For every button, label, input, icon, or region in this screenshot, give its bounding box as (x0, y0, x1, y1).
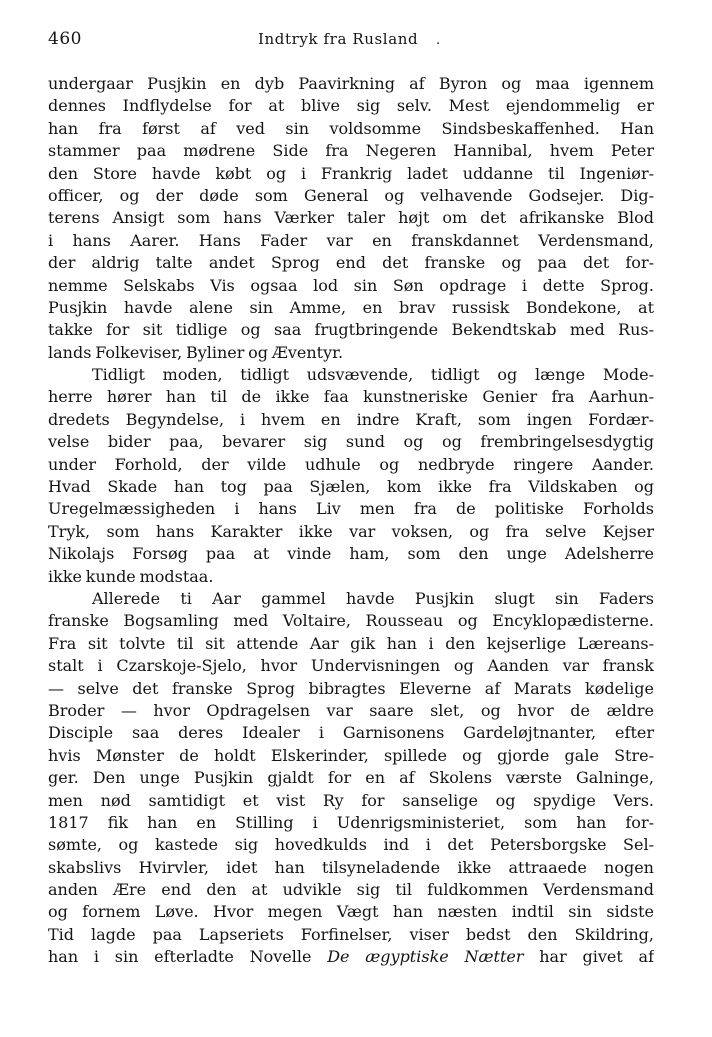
text-line: nemme Selskabs Vis ogsaa lod sin Søn opdrage i dette Sprog. (48, 275, 654, 295)
text-line: dennes Indflydelse for at blive sig selv. Mest ejendommelig er (48, 96, 654, 116)
text-line: Uregelmæssigheden i hans Liv men fra de politiske Forholds (48, 499, 654, 519)
text-line: skabslivs Hvirvler, idet han tilsyneladende ikke attraaede nogen (48, 857, 654, 877)
text-line: men nød samtidigt et vist Ry for sanselige og spydige Vers. (48, 790, 654, 810)
line-text-before-title: han i sin efterladte Novelle (48, 947, 328, 967)
line-text-after-title: har givet af (523, 947, 654, 967)
page-number: 460 (48, 29, 82, 49)
text-line: 1817 fik han en Stilling i Udenrigsministeriet, som han for- (48, 812, 654, 832)
text-line: ger. Den unge Pusjkin gjaldt for en af Skolens værste Galninge, (48, 768, 654, 788)
text-line: under Forhold, der vilde udhule og nedbryde ringere Aander. (48, 454, 654, 474)
text-line: Hvad Skade han tog paa Sjælen, kom ikke fra Vildskaben og (48, 477, 654, 497)
text-line: herre hører han til de ikke faa kunstneriske Genier fra Aarhun- (48, 387, 654, 407)
text-line: franske Bogsamling med Voltaire, Rousseau og Encyklopædisterne. (48, 611, 654, 631)
text-line: der aldrig talte andet Sprog end det franske og paa det for- (48, 253, 654, 273)
text-line: Disciple saa deres Idealer i Garnisonens Gardeløjtnanter, efter (48, 723, 654, 743)
text-line: og fornem Løve. Hvor megen Vægt han næsten indtil sin sidste (48, 902, 654, 922)
text-line: Broder — hvor Opdragelsen var saare slet, og hvor de ældre (48, 700, 654, 720)
text-line: — selve det franske Sprog bibragtes Eleverne af Marats kødelige (48, 678, 654, 698)
text-line: i hans Aarer. Hans Fader var en franskdannet Verdensmand, (48, 230, 654, 250)
paragraph-end-line: lands Folkeviser, Byliner og Æventyr. (48, 342, 344, 362)
paragraph-end-line: ikke kunde modstaa. (48, 566, 214, 586)
text-line: Tryk, som hans Karakter ikke var voksen, og fra selve Kejser (48, 521, 654, 541)
text-line: hvis Mønster de holdt Elskerinder, spillede og gjorde gale Stre- (48, 745, 654, 765)
text-line-with-title (48, 946, 654, 968)
text-line: Pusjkin havde alene sin Amme, en brav russisk Bondekone, at (48, 297, 654, 317)
text-line: terens Ansigt som hans Værker taler højt om det afrikanske Blod (48, 208, 654, 228)
text-line: anden Ære end den at udvikle sig til fuldkommen Verdensmand (48, 880, 654, 900)
text-line: Fra sit tolvte til sit attende Aar gik han i den kejserlige Læreans- (48, 633, 654, 653)
text-line: undergaar Pusjkin en dyb Paavirkning af Byron og maa igennem (48, 74, 654, 93)
text-line: officer, og der døde som General og velhavende Godsejer. Dig- (48, 185, 654, 205)
paragraph-start-line: Tidligt moden, tidligt udsvævende, tidligt og længe Mode- (92, 365, 654, 385)
text-line: takke for sit tidlige og saa frugtbringende Bekendtskab med Rus- (48, 320, 654, 340)
running-title-mark: . (436, 33, 441, 48)
body-text (48, 73, 654, 969)
text-line: Tid lagde paa Lapseriets Forfinelser, viser bedst den Skildring, (48, 924, 654, 944)
text-line: stalt i Czarskoje-Sjelo, hvor Undervisningen og Aanden var fransk (48, 656, 654, 676)
text-line: Nikolajs Forsøg paa at vinde ham, som den unge Adelsherre (48, 544, 654, 564)
text-line: velse bider paa, bevarer sig sund og og frembringelsesdygtig (48, 432, 654, 452)
text-line: dredets Begyndelse, i hvem en indre Kraft, som ingen Fordær- (48, 409, 654, 429)
text-line: sømte, og kastede sig hovedkulds ind i det Petersborgske Sel- (48, 835, 654, 855)
text-line: han fra først af ved sin voldsomme Sindsbeskaffenhed. Han (48, 118, 654, 138)
running-title: Indtryk fra Rusland (258, 30, 419, 48)
text-line: stammer paa mødrene Side fra Negeren Hannibal, hvem Peter (48, 141, 654, 161)
page-header (48, 29, 654, 55)
text-line: den Store havde købt og i Frankrig ladet uddanne til Ingeniør- (48, 163, 654, 183)
paragraph-start-line: Allerede ti Aar gammel havde Pusjkin slugt sin Faders (92, 588, 654, 608)
novel-title: De ægyptiske Nætter (327, 947, 524, 967)
